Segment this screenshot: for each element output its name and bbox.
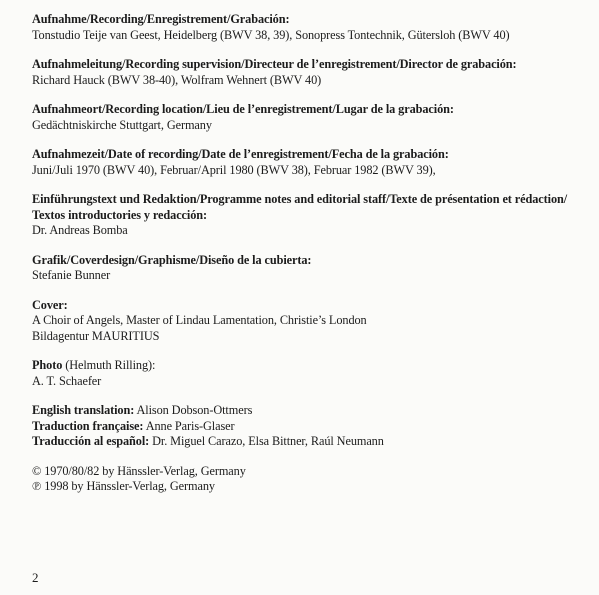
translations-section — [32, 403, 587, 450]
supervision-section — [32, 57, 587, 88]
date-heading: Aufnahmezeit/Date of recording/Date de l’enregistrement/Fecha de la grabación: — [32, 147, 449, 161]
date-text: Juni/Juli 1970 (BWV 40), Februar/April 1980 (BWV 38), Februar 1982 (BWV 39), — [32, 162, 436, 177]
spanish-translation-label: Traducción al español: — [32, 434, 150, 448]
french-translation-label: Traduction française: — [32, 418, 144, 433]
location-section — [32, 102, 587, 133]
notes-heading-line2: Textos introductories y redacción: — [32, 207, 208, 222]
photo-detail: (Helmuth Rilling): — [62, 358, 156, 372]
photo-heading — [32, 358, 587, 374]
french-translation-line — [32, 419, 587, 435]
french-translation-value: Anne Paris-Glaser — [143, 418, 235, 433]
credits-page — [32, 12, 587, 509]
english-translation-value: Alison Dobson-Ottmers — [134, 403, 253, 417]
cover-line1: A Choir of Angels, Master of Lindau Lamentation, Christie’s London — [32, 313, 367, 327]
location-heading: Aufnahmeort/Recording location/Lieu de l’enregistrement/Lugar de la grabación: — [32, 102, 454, 116]
date-section — [32, 147, 587, 178]
page-number: 2 — [32, 570, 39, 585]
spanish-translation-line — [32, 434, 587, 450]
copyright-line1: © 1970/80/82 by Hänssler-Verlag, Germany — [32, 463, 246, 478]
spanish-translation-value: Dr. Miguel Carazo, Elsa Bittner, Raúl Neumann — [149, 434, 384, 448]
design-section — [32, 253, 587, 284]
notes-section — [32, 192, 587, 239]
photo-section — [32, 358, 587, 389]
english-translation-line — [32, 403, 587, 419]
recording-text: Tonstudio Teije van Geest, Heidelberg (BWV 38, 39), Sonopress Tontechnik, Gütersloh (BWV 40) — [32, 27, 510, 42]
design-text: Stefanie Bunner — [32, 268, 111, 282]
cover-line2: Bildagentur MAURITIUS — [32, 328, 160, 343]
copyright-line2: ℗ 1998 by Hänssler-Verlag, Germany — [32, 479, 215, 493]
photo-text: A. T. Schaefer — [32, 373, 102, 388]
english-translation-label: English translation: — [32, 403, 135, 417]
design-heading: Grafik/Coverdesign/Graphisme/Diseño de la cubierta: — [32, 252, 312, 267]
notes-text: Dr. Andreas Bomba — [32, 223, 128, 237]
cover-heading: Cover: — [32, 297, 68, 312]
recording-section — [32, 12, 587, 43]
cover-section — [32, 298, 587, 345]
photo-label: Photo — [32, 358, 63, 372]
location-text: Gedächtniskirche Stuttgart, Germany — [32, 117, 212, 132]
notes-heading-line1: Einführungstext und Redaktion/Programme notes and editorial staff/Texte de présentation et rédaction/ — [32, 192, 568, 206]
copyright-section — [32, 464, 587, 495]
supervision-text: Richard Hauck (BWV 38-40), Wolfram Wehnert (BWV 40) — [32, 72, 322, 87]
recording-heading: Aufnahme/Recording/Enregistrement/Grabación: — [32, 12, 290, 26]
supervision-heading: Aufnahmeleitung/Recording supervision/Directeur de l’enregistrement/Director de grabación: — [32, 57, 517, 71]
